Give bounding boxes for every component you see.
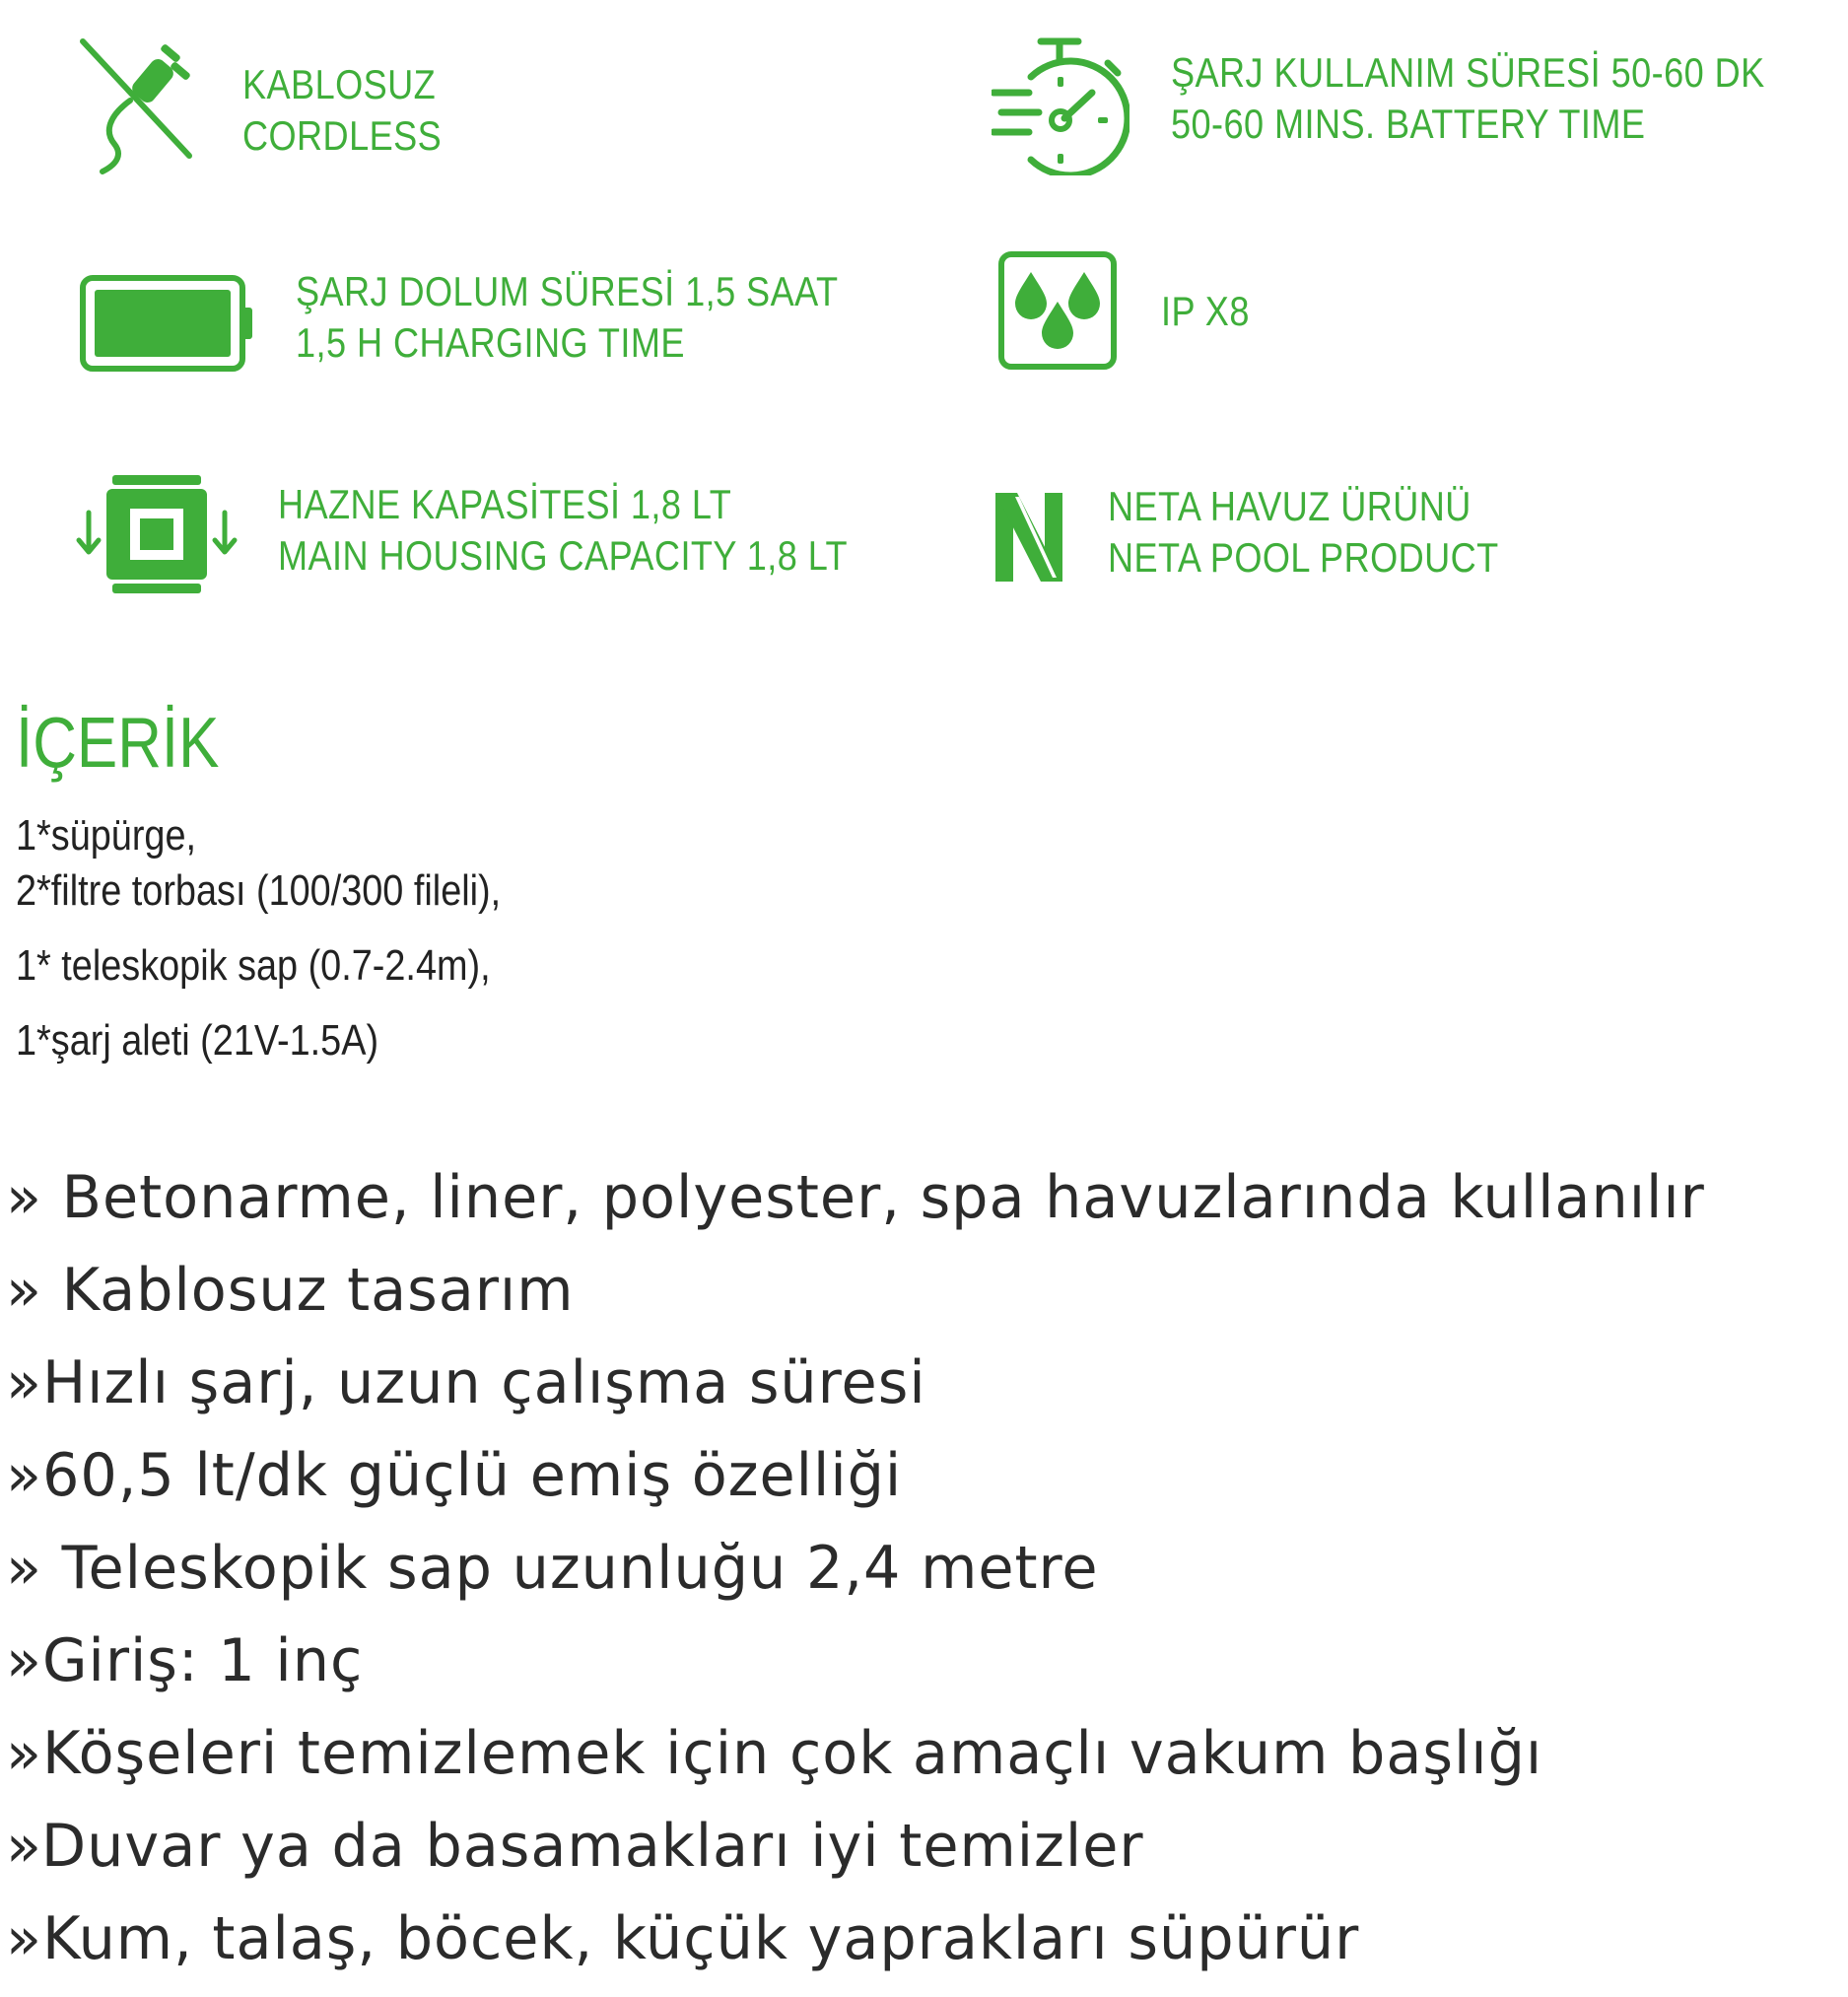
capacity-label-en: MAIN HOUSING CAPACITY 1,8 LT bbox=[278, 532, 849, 579]
bullet-item: »Kum, talaş, böcek, küçük yaprakları süpürür bbox=[6, 1904, 1360, 1973]
ip-rating-label: IP X8 bbox=[1161, 288, 1250, 334]
bullet-item: » Teleskopik sap uzunluğu 2,4 metre bbox=[6, 1534, 1099, 1603]
bullet-item: »60,5 lt/dk güçlü emiş özelliği bbox=[6, 1441, 903, 1510]
battery-time-label-en: 50-60 MINS. BATTERY TIME bbox=[1171, 101, 1646, 147]
neta-logo-icon bbox=[995, 493, 1064, 582]
bullet-item: »Hızlı şarj, uzun çalışma süresi bbox=[6, 1348, 926, 1417]
battery-time-label-tr: ŞARJ KULLANIM SÜRESİ 50-60 DK bbox=[1171, 49, 1765, 96]
stopwatch-icon bbox=[992, 37, 1129, 175]
capacity-label-tr: HAZNE KAPASİTESİ 1,8 LT bbox=[278, 481, 732, 527]
feature-bullet-list bbox=[6, 1163, 1740, 1997]
contents-item: 1*şarj aleti (21V-1.5A) bbox=[16, 1016, 379, 1065]
bullet-item: »Duvar ya da basamakları iyi temizler bbox=[6, 1812, 1144, 1881]
charging-time-label-en: 1,5 H CHARGING TIME bbox=[296, 319, 685, 366]
contents-item: 2*filtre torbası (100/300 fileli), bbox=[16, 866, 502, 915]
battery-icon bbox=[79, 274, 256, 373]
contents-list bbox=[16, 808, 501, 1088]
housing-capacity-icon bbox=[73, 469, 240, 597]
bullet-item: »Köşeleri temizlemek için çok amaçlı vakum başlığı bbox=[6, 1719, 1543, 1788]
unplugged-cord-icon bbox=[79, 37, 207, 175]
contents-title: İÇERİK bbox=[16, 704, 220, 783]
brand-label-en: NETA POOL PRODUCT bbox=[1108, 534, 1499, 581]
bullet-item: » Betonarme, liner, polyester, spa havuzlarında kullanılır bbox=[6, 1163, 1705, 1232]
bullet-item: »Giriş: 1 inç bbox=[6, 1626, 364, 1695]
water-drops-icon bbox=[997, 250, 1118, 371]
cordless-label-en: CORDLESS bbox=[242, 112, 443, 159]
bullet-item: » Kablosuz tasarım bbox=[6, 1256, 575, 1325]
charging-time-label-tr: ŞARJ DOLUM SÜRESİ 1,5 SAAT bbox=[296, 268, 839, 314]
cordless-label-tr: KABLOSUZ bbox=[242, 61, 437, 107]
brand-label-tr: NETA HAVUZ ÜRÜNÜ bbox=[1108, 483, 1472, 529]
contents-item: 1*süpürge, bbox=[16, 811, 197, 860]
contents-item: 1* teleskopik sap (0.7-2.4m), bbox=[16, 941, 491, 990]
